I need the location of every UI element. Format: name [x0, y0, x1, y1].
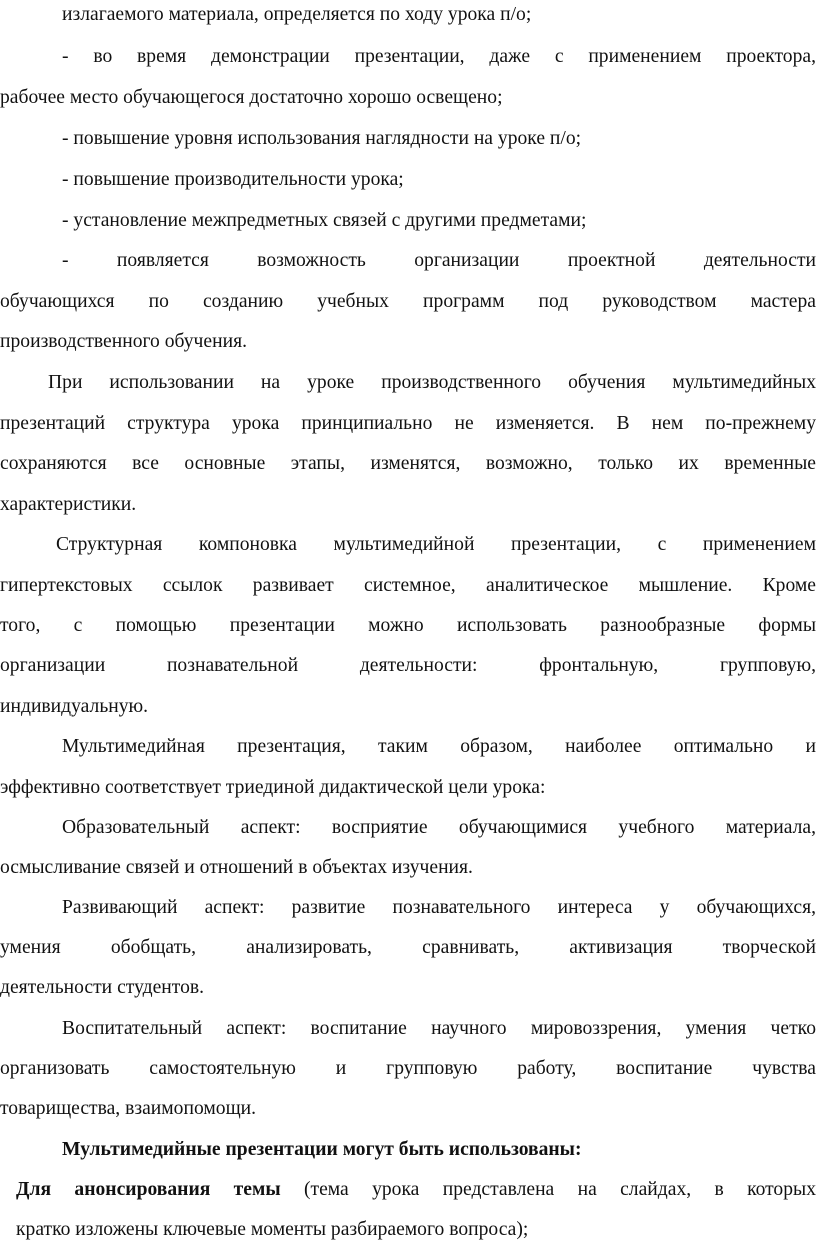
text-line-15: гипертекстовых ссылок развивает системное, аналитическое мышление. Кроме	[0, 575, 816, 596]
text-line-16: того, с помощью презентации можно использовать разнообразные формы	[0, 615, 816, 636]
text-line-12: сохраняются все основные этапы, изменятся, возможно, только их временные	[0, 453, 816, 474]
section-heading: Мультимедийные презентации могут быть использованы:	[62, 1139, 582, 1160]
text-line-1: излагаемого материала, определяется по ходу урока п/о;	[62, 4, 532, 25]
text-line-22: осмысливание связей и отношений в объектах изучения.	[0, 857, 473, 878]
text-line-23: Развивающий аспект: развитие познавательного интереса у обучающихся,	[62, 897, 816, 918]
text-line-24: умения обобщать, анализировать, сравнивать, активизация творческой	[0, 937, 816, 958]
text-line-26: Воспитательный аспект: воспитание научного мировоззрения, умения четко	[62, 1018, 816, 1039]
text-line-30	[16, 1177, 816, 1203]
text-line-10: При использовании на уроке производственного обучения мультимедийных	[48, 372, 816, 393]
text-line-8: обучающихся по созданию учебных программ под руководством мастера	[0, 291, 816, 312]
text-line-19: Мультимедийная презентация, таким образом, наиболее оптимально и	[62, 736, 816, 757]
lead-text-rest: (тема урока представлена на слайдах, в которых	[303, 1179, 816, 1200]
text-line-11: презентаций структура урока принципиально не изменяется. В нем по-прежнему	[0, 413, 816, 434]
text-line-6: - установление межпредметных связей с другими предметами;	[62, 210, 587, 231]
text-line-18: индивидуальную.	[0, 696, 149, 717]
bold-lead-text: Для анонсирования темы	[16, 1179, 281, 1200]
text-line-2: - во время демонстрации презентации, даже с применением проектора,	[62, 46, 816, 67]
text-line-5: - повышение производительности урока;	[62, 169, 404, 190]
text-line-20: эффективно соответствует триединой дидактической цели урока:	[0, 777, 546, 798]
text-line-9: производственного обучения.	[0, 331, 247, 352]
text-line-28: товарищества, взаимопомощи.	[0, 1098, 257, 1119]
text-line-21: Образовательный аспект: восприятие обучающимися учебного материала,	[62, 817, 816, 838]
text-line-14: Структурная компоновка мультимедийной презентации, с применением	[56, 534, 816, 555]
text-line-27: организовать самостоятельную и групповую работу, воспитание чувства	[0, 1058, 816, 1079]
text-line-31: кратко изложены ключевые моменты разбираемого вопроса);	[16, 1219, 529, 1240]
text-line-13: характеристики.	[0, 494, 137, 515]
text-line-7: - появляется возможность организации проектной деятельности	[62, 250, 816, 271]
text-line-3: рабочее место обучающегося достаточно хорошо освещено;	[0, 87, 503, 108]
text-line-4: - повышение уровня использования наглядности на уроке п/о;	[62, 128, 582, 149]
text-line-25: деятельности студентов.	[0, 977, 205, 998]
text-line-17: организации познавательной деятельности: фронтальную, групповую,	[0, 655, 816, 676]
